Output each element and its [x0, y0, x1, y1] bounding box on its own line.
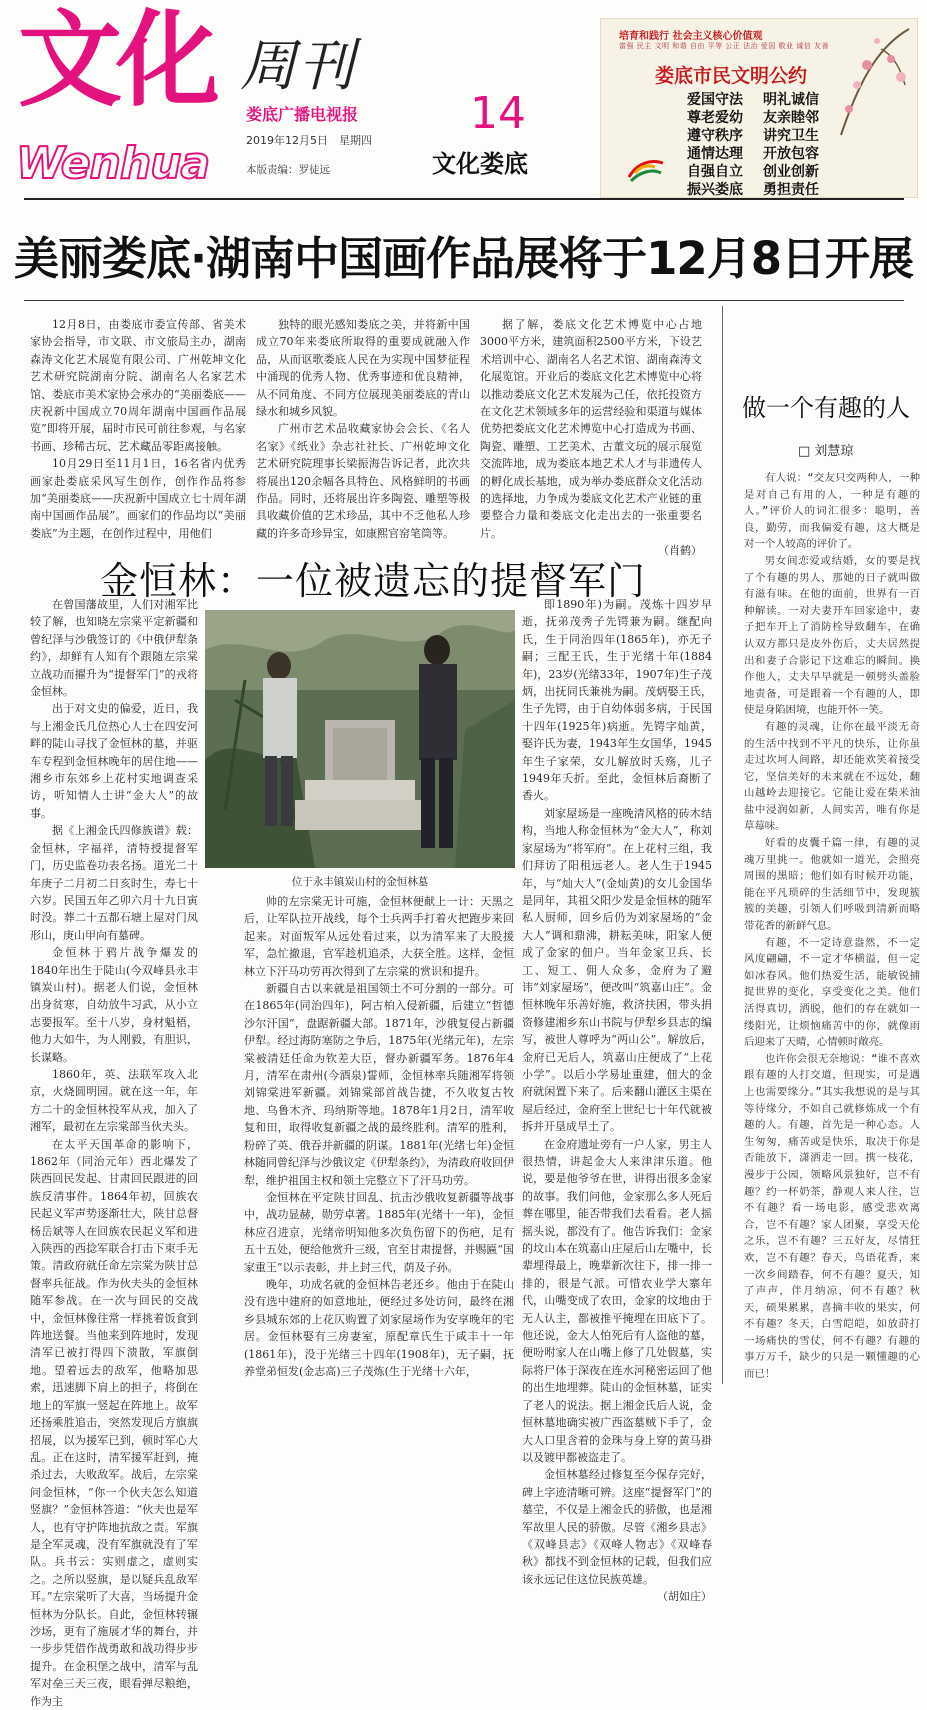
- civic-row: 自强自立 创业创新: [687, 164, 819, 180]
- civic-row: 爱国守法 明礼诚信: [687, 92, 819, 108]
- section-name: 文化娄底: [432, 150, 528, 178]
- essay-title: 做一个有趣的人: [742, 394, 910, 422]
- paragraph: 新疆自古以来就是祖国领土不可分割的一部分。可在1865年(同治四年)，阿古柏入侵新疆，后建立“哲德沙尔汗国”，盘踞新疆大部。1871年，沙俄复侵占新疆伊犁。经过海防塞防之争后，1875年(光绪元年)，左宗棠被清廷任命为钦差大臣，督办新疆军务。1876年4月，清军在肃州(今酒泉)誓师，金恒林率兵随湘军将领刘锦棠进军新疆。刘锦棠部首战告捷，不久收复古牧地、乌鲁木齐、玛纳斯等地。1878年1月2日，清军收复和田，取得收复新疆之战的最终胜利。清军的胜利，粉碎了英、俄吞并新疆的阴谋。1881年(光绪七年)金恒林随同曾纪泽与沙俄议定《伊犁条约》，为清政府收回伊犁，维护祖国主权和领土完整立下了汗马功劳。: [244, 982, 514, 1187]
- masthead-rule: [24, 198, 904, 200]
- paragraph: 即1890年)为嗣。茂炼十四岁早逝，抚弟茂秀子先锷兼为嗣。继配向氏，生于同治四年(1865年)，亦无子嗣；三配王氏，生于光绪十年(1884年)，23岁(光绪33年，1907年)生子茂炳，出抚同氏兼祧为嗣。茂炳娶王氏，生子先锷，由于自幼体弱多病，于民国十四年(1925年)病逝。先锷字灿黄，娶许氏为妻，1943年生女国华，1945年生子家荣，女儿解放时夭殇，儿子1949年夭折。至此，金恒林后裔断了香火。: [522, 598, 712, 803]
- main-headline: 美丽娄底·湖南中国画作品展将于12月8日开展: [13, 232, 914, 285]
- masthead-weekly: 周刊: [240, 34, 356, 99]
- paragraph: 1860年，英、法联军攻入北京，火烧圆明园。就在这一年，年方二十的金恒林投军从戎，加入了湘军，最初在左宗棠部当伙夫头。: [30, 1067, 198, 1134]
- paragraph: 据《上湘金氏四修族谱》载：金恒林，字福祥，清特授提督军门，历史监卷功表名扬。道光二十年庚子二月初二日亥时生，寿七十六岁。民国五年乙卯六月十九日寅时没。葬二十五都石塘上屋对门凤形山，庚山甲向有墓碑。: [30, 824, 198, 942]
- paragraph: 在太平天国革命的影响下，1862年（同治元年）西北爆发了陕西回民发起、甘肃回民跟进的回族反清事件。1864年初，回族农民起义军声势逐渐壮大，陕甘总督杨岳斌等人在回族农民起义军和进入陕西的西捻军联合打击下束手无策。清政府就任命左宗棠为陕甘总督率兵征战。作为伙夫头的金恒林随军参战。在一次与回民的交战中，金恒林像往常一样挑着饭食到阵地送餐。当他来到阵地时，发现清军已被打得四下溃散，军旗倒地。望着远去的敌军，他略加思索，迅速脚下肩上的担子，将倒在地上的军旗一竖起在阵地上。故军还扬乘胜追击，突然发现后方旗旗招展，以为援军已到，顿时军心大乱。正在这时，清军援军赶到，掩杀过去，大败敌军。战后，左宗棠问金恒林，“你一个伙夫怎么知道竖旗？”金恒林答道：“伙夫也是军人，也有守护阵地抗敌之责。军旗是全军灵魂，没有军旗就没有了军队。兵书云：实则虚之，虚则实之。之所以竖旗，是以疑兵乱敌军耳。”左宗棠听了大喜，当场提升金恒林为分队长。自此，金恒林转辗沙场，更有了施展才华的舞台，并一步步凭借作战勇敢和战功得步步提升。在金积堡之战中，清军与乱军对垒三天三夜，眼看弹尽粮绝，作为主: [30, 1137, 198, 1708]
- tomb-photo-image: [205, 610, 515, 868]
- jin-column-3: [522, 596, 712, 1604]
- exhibit-byline: （肖鹤）: [658, 544, 702, 558]
- essay-author: □ 刘慧琼: [798, 444, 854, 459]
- civic-values-line: 富强 民主 文明 和谐 自由 平等 公正 法治 爱国 敬业 诚信 友善: [619, 42, 829, 50]
- paragraph: 出于对文史的偏爱，近日，我与上湘金氏几位热心人士在四安河畔的陡山寻找了金恒林的墓，并驱车专程到金恒林晚年的居住地——湘乡市东郊乡上花村实地调查采访，听知情人士讲“金大人”的故事。: [30, 702, 198, 820]
- loudi-emblem-icon: [627, 153, 665, 183]
- civic-row: 遵守秩序 讲究卫生: [687, 128, 819, 144]
- column-divider: [722, 306, 723, 1384]
- paragraph: 好看的皮囊千篇一律，有趣的灵魂万里挑一。他就如一道光，会照亮周围的黑暗；他们如有时候开功能，能在平凡琐碎的生活细节中，发现簇簇的美趣，引领人们呼吸到清新而略带花香的新鲜气息。: [744, 837, 920, 933]
- masthead-logo: 文化: [18, 0, 215, 121]
- paragraph: 12月8日，由娄底市委宣传部、省美术家协会指导，市文联、市文旅局主办，湖南森涛文化艺术展览有限公司、广州乾坤文化艺术研究院湖南分院、湖南名人名家艺术馆、娄底市美术家协会承办的“美丽娄底——庆祝新中国成立70周年湖南中国画作品展览”即将开展，届时市民可前往参观，与名家书画、珍稀古玩、艺术藏品零距离接触。: [30, 318, 246, 453]
- paragraph: 金恒林于鸦片战争爆发的1840年出生于陡山(今双峰县永丰镇炭山村)。据老人们说，金恒林出身贫寒，自幼放牛习武，从小立志要报军。至十八岁，身材魁梧，他力大如牛，为人刚毅，有胆识，长谋略。: [30, 946, 198, 1064]
- paragraph: 男女间恋爱或结婚，女的要是找了个有趣的男人，那她的日子就叫做有滋有味。在他的面前，世界有一百种解读。一对夫妻开车回家途中，妻子把车开上了消防栓导致翻车，在确认双方都只是皮外伤后，丈夫居然提出和妻子合影记下这难忘的瞬间。换作他人，丈夫早早就是一顿劈头盖脸地责备，可是跟着一个有趣的人，即使是身陷困境，也能开怀一笑。: [744, 554, 920, 717]
- exhibit-column-3: [480, 316, 702, 558]
- tomb-photo: [205, 610, 515, 868]
- paragraph: 10月29日至11月1日，16名省内优秀画家赴娄底采风写生创作，创作作品将参加“美丽娄底——庆祝新中国成立七十周年湖南中国画作品展”。画家们的作品均以“美丽娄底”为主题，在创作过程中，用他们: [30, 457, 246, 540]
- paragraph: 刘家屋场是一座晚清风格的砖木结构，当地人称金恒林为“金大人”，称刘家屋场为“将军府”。在上花村三组，我们拜访了阳租远老人。老人生于1945年，与“灿大人”(金灿黄)的女儿金国华是同年，其祖父阳少发是金恒林的随军私人厨师，回乡后仍为刘家屋场的“金大人”调和鼎沸，耕耘美味，阳家人便成了金家的佃户。当年金家卫兵、长工、短工、佣人众多，金府为了避讳“刘家屋场”，便改叫“筑嘉山庄”。金恒林晚年乐善好施，救济扶困，带头捐资修建湘乡东山书院与伊犁乡县志的编写，被世人尊呼为“两山公”。解放后，金府已无后人，筑嘉山庄便成了“上花小学”。以后小学易址重建，佃大的金府就闲置下来了。后来翻山灌区主渠在屋后经过，金府至上世纪七十年代就被拆并开垦成旱土了。: [522, 806, 712, 1134]
- paragraph: 在金府遗址旁有一户人家，男主人很热情，讲起金大人来津津乐道。他说，要是他爷爷在世，讲得出很多金家的故事。我们问他，金家那么多人死后葬在哪里，能否带我们去看看。老人摇摇头说，都没有了。他告诉我们：金家的坟山本在筑嘉山庄屋后山左嘴中，长辈埋得最上，晚辈新次往下，排一排一排的，很是气派。可惜农业学大寨年代，山嘴变成了农田，金家的坟地由于无人认主，都被推平掩埋在田底下了。他还说，金大人怕死后有人盗他的墓，便吩咐家人在山嘴上修了几处假墓，实际将尸体于深夜在连水河秘密运回了他的出生地埋葬。陡山的金恒林墓，证实了老人的说法。据上湘金氏后人说，金恒林墓地确实被广西盗墓贼下手了，金大人口里含着的金珠与身上穿的黄马褂以及镀甲都被盗走了。: [522, 1137, 712, 1464]
- essay-body: [744, 470, 920, 1381]
- paragraph: 有人说：“交友只交两种人，一种是对自己有用的人，一种是有趣的人。”评价人的词汇很多：聪明，善良，勤劳，而我偏爱有趣，这大概是对一个人较高的评价了。: [744, 472, 920, 551]
- paragraph: 在曾国藩故里，人们对湘军比较了解，也知晓左宗棠平定新疆和曾纪泽与沙俄签订的《中俄伊犁条约》，却鲜有人知有个跟随左宗棠立战功而擢升为“提督军门”的戎将金恒林。: [30, 598, 198, 699]
- paragraph: 也许你会很无奈地说：“谁不喜欢跟有趣的人打交道，但现实，可是遇上也需要缘分。”其实我想说的是与其等待缘分，不如自己就修炼成一个有趣的人。有趣，首先是一种心态。人生匆匆，痛苦或是快乐，取决于你是否能放下，潇洒走一回。携一枝花，漫步于公园，领略风景独好，岂不有趣？约一杯奶茶，静观人来人往，岂不有趣？看一场电影，感受悲欢离合，岂不有趣？家人团聚，享受天伦之乐，岂不有趣？三五好友，尽情狂欢，岂不有趣？春天，鸟语花香，来一次乡间踏春，何不有趣？夏天，知了声声，伴月纳凉，何不有趣？秋天，硕果累累，喜摘丰收的果实，何不有趣？冬天，白雪皑皑，如放莳打一场痛快的雪仗，何不有趣？有趣的事万万千，缺少的只是一颗懂趣的心而已！: [744, 1052, 920, 1381]
- exhibit-column-2: [256, 316, 470, 540]
- jin-column-1: [30, 596, 198, 1708]
- civic-row: 尊老爱幼 友亲睦邻: [687, 110, 819, 126]
- page-editor: 本版责编：罗徒远: [246, 164, 330, 176]
- paragraph: 独特的眼光感知娄底之美，并将新中国成立70年来娄底所取得的重要成就融入作品，从而讴歌娄底人民在为实现中国梦征程中涌现的优秀人物、优秀事迹和优良精神，从不同角度、不同方位展现美丽娄底的青山绿水和城乡风貌。: [256, 318, 470, 419]
- paper-name: 娄底广播电视报: [246, 105, 359, 124]
- paragraph: 广州市艺术品收藏家协会会长、《名人名家》《纸业》杂志社社长、广州乾坤文化艺术研究院理事长梁振海告诉记者，此次共将展出120余幅各具特色、风格鲜明的书画作品。同时，还将展出许多陶瓷、雕塑等极具收藏价值的艺术珍品，其中不乏他私人珍藏的许多奇珍异宝，如康熙官窑笔筒等。: [256, 422, 470, 540]
- jin-article-title: 金恒林：一位被遗忘的提督军门: [100, 559, 647, 603]
- civic-items: [687, 91, 847, 199]
- paragraph: 帅的左宗棠无计可施，金恒林便献上一计：天黑之后，让军队拉开战线，每个士兵两手打着火把跑步来回起来。对面叛军从远处看过来，以为清军来了大股援军，急忙撤退，官军趁机追杀，大获全胜。这样，金恒林立下汗马功劳再次得到了左宗棠的赏识和提升。: [244, 895, 514, 978]
- masthead: [0, 0, 927, 200]
- photo-caption: 位于永丰镇炭山村的金恒林墓: [291, 876, 429, 888]
- paper-date: 2019年12月5日 星期四: [246, 134, 372, 147]
- masthead-logo-latin: Wenhua: [16, 138, 210, 189]
- paragraph: 有趣的灵魂，让你在最平淡无奇的生活中找到不平凡的快乐，让你虽走过坎坷人间路，却还能欢笑着接受它，坚信美好的未来就在不远处，翻山越岭去迎接它。它能让爱在柴米油盐中浸润如新，人间实苦，唯有你是草莓味。: [744, 720, 920, 833]
- jin-byline: （胡如庄）: [657, 1590, 712, 1604]
- exhibit-column-1: [30, 316, 246, 540]
- paragraph: 据了解，娄底文化艺术博览中心占地3000平方米，建筑面积2500平方米，下设艺术培训中心、湖南名人名艺术馆、湖南森涛文化展览馆。开业后的娄底文化艺术博览中心将以推动娄底文化艺术发展为己任，依托投资方在文化艺术领域多年的运营经验和渠道与媒体优势把娄底文化艺术博览中心打造成为书画、陶瓷、雕塑、工艺美术、古董文玩的展示展览交流阵地，成为娄底本地艺术人才与非遗传人的孵化成长基地，成为举办娄底群众文化活动的选择地，力争成为娄底文化艺术产业链的重要整合力量和娄底文化走出去的一张重要名片。: [480, 318, 702, 540]
- civic-row: 通情达理 开放包容: [687, 146, 819, 162]
- headline-rule: [24, 300, 904, 301]
- jin-column-2: [244, 893, 514, 1381]
- page-number: 14: [470, 88, 526, 139]
- civic-title: 娄底市民文明公约: [655, 65, 808, 87]
- paragraph: 金恒林在平定陕甘回乱、抗击沙俄收复新疆等战事中，战功显赫，勋劳卓著。1885年(光绪十一年)，金恒林应召进京，光绪帝明知他多次负伤留下的伤疤，足有五十五处，便给他赏升三级，官至甘肃提督，并赐匾“国家重王”以示表彰，并上封三代，荫及子孙。: [244, 1190, 514, 1274]
- paragraph: 晚年，功成名就的金恒林告老还乡。他由于在陡山没有选中建府的如意地址，便经过多处访问，最终在湘乡县城东郊的上花仄购置了刘家屋场作为安享晚年的宅居。金恒林娶有三房妻室，原配章氏生于咸丰十一年(1861年)，没于光绪三十四年(1908年)，无子嗣，抚养堂弟恒发(金志高)三子茂炼(生于光绪十六年，: [244, 1277, 514, 1378]
- paragraph: 有趣，不一定诗意盎然，不一定风度翩翩，不一定才华横溢，但一定如冰春风。他们热爱生活，能敏锐捕捉世界的变化，享受变化之美。他们活得真切，洒脱，他们的存在就如一缕阳光，让烦恼痛苦中的你，就像雨后迎来了天晴，心情顿时敞亮。: [744, 936, 920, 1049]
- civic-row: 振兴娄底 勇担责任: [687, 182, 819, 198]
- civic-convention-ad: [600, 18, 918, 198]
- civic-top-line: 培育和践行 社会主义核心价值观: [619, 31, 763, 42]
- paragraph: 金恒林墓经过修复至今保存完好，碑上字迹清晰可辨。这座“提督军门”的墓茔，不仅是上湘金氏的骄傲，也是湘军故里人民的骄傲。尽管《湘乡县志》《双峰县志》《双峰人物志》《双峰春秋》都找不到金恒林的记载，但我们应该永远记住这位民族英雄。: [522, 1468, 712, 1586]
